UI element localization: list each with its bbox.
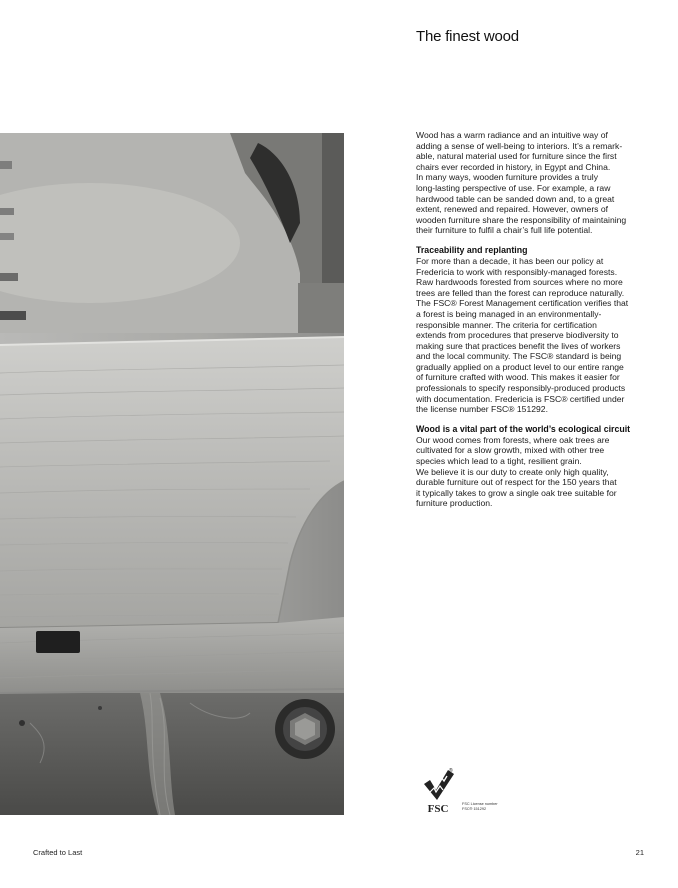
page-number: 21 [635,848,644,857]
wood-chair-photo [0,133,344,815]
text-line: Raw hardwoods forested from sources where no more [416,277,623,288]
text-line: durable furniture out of respect for the 150 years that [416,477,617,488]
text-line: In many ways, wooden furniture provides a truly [416,172,598,183]
fsc-registered-mark: ® [449,768,453,774]
page-title: The finest wood [416,28,519,45]
text-line: trees are felled than the forest can reproduce naturally. [416,287,625,298]
text-line: extends from procedures that preserve biodiversity to [416,330,619,341]
footer-title: Crafted to Last [33,848,83,857]
text-line: gradually applied on a product level to our entire range [416,361,624,372]
text-line: responsible manner. The criteria for certification [416,319,597,330]
text-line: extent, renewed and repaired. However, owners of [416,204,609,215]
text-line: and the local community. The FSC® standard is being [416,351,622,362]
body-text-column [416,130,648,509]
ecological-paragraph [416,435,648,509]
text-line: with documentation. Fredericia is FSC® certified under [416,393,625,404]
text-line: The FSC® Forest Management certification verifies that [416,298,629,309]
text-line: it typically takes to grow a single oak tree suitable for [416,487,617,498]
section-heading-ecological: Wood is a vital part of the world’s ecological circuit [416,423,631,434]
text-line: their furniture to fulfil a chair’s full life potential. [416,225,593,236]
traceability-paragraph [416,256,648,415]
section-heading-traceability: Traceability and replanting [416,244,528,255]
text-line: of furniture crafted with wood. This makes it easier for [416,372,620,383]
text-line: professionals to specify responsibly-produced products [416,383,626,394]
text-line: furniture production. [416,498,493,509]
text-line: cultivated for a slow growth, mixed with other tree [416,445,605,456]
text-line: wooden furniture share the responsibility of maintaining [416,214,627,225]
text-line: Fredericia to work with responsibly-managed forests. [416,266,618,277]
fsc-license-label: FSC License number [462,802,498,806]
text-line: For more than a decade, it has been our policy at [416,255,604,266]
text-line: Our wood comes from forests, where oak trees are [416,434,610,445]
text-line: able, natural material used for furniture since the first [416,151,617,162]
text-line: adding a sense of well-being to interiors. It’s a remark- [416,140,623,151]
fsc-logo [416,768,516,814]
text-line: long-lasting perspective of use. For example, a raw [416,182,611,193]
text-line: a forest is being managed in an environmentally- [416,308,602,319]
text-line: chairs ever recorded in history, in Egypt and China. [416,161,611,172]
text-line: the license number FSC® 151292. [416,404,548,415]
text-line: making sure that practices benefit the lives of workers [416,340,621,351]
text-line: We believe it is our duty to create only high quality, [416,466,609,477]
fsc-logo-text: FSC [427,803,449,814]
text-line: hardwood table can be sanded down and, to a great [416,193,615,204]
fsc-license-text [462,802,498,811]
text-line: species which lead to a tight, resilient grain. [416,456,582,467]
text-line: Wood has a warm radiance and an intuitive way of [416,130,608,140]
fsc-license-number: FSC® 151292 [462,806,487,811]
fsc-tree-icon [418,768,458,814]
intro-paragraph [416,130,648,236]
